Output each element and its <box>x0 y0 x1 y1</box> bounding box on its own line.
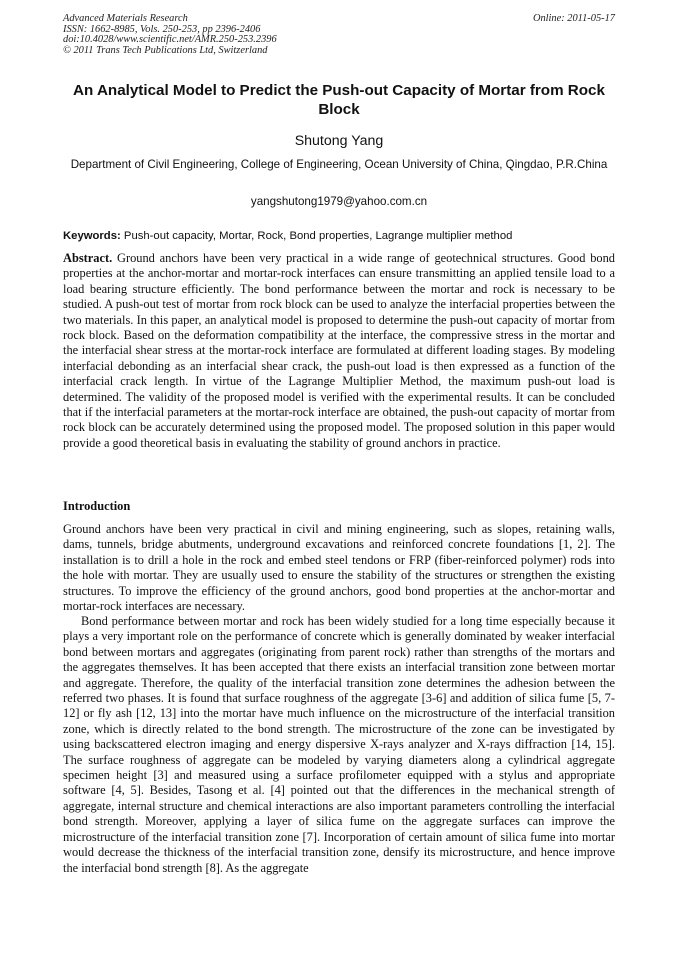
intro-paragraph-1: Ground anchors have been very practical in civil and mining engineering, such as slopes, retaining walls, dams, tunnels, bridge abutments, underground excavations and reinforced concrete foundations [1, 2]. The installation is to drill a hole in the rock and embed steel tendons or FRP (fiber-reinforced polymer) rods into the hole with mortar. They are usually used to ensure the stability of the structures or strengthen the existing structures. To improve the efficiency of the ground anchors, good bond properties at the anchor-mortar and mortar-rock interfaces are necessary. <box>63 522 615 614</box>
abstract <box>63 251 615 451</box>
journal-name: Advanced Materials Research <box>63 13 188 24</box>
paper-title: An Analytical Model to Predict the Push-out Capacity of Mortar from Rock Block <box>73 82 605 118</box>
introduction-heading: Introduction <box>63 499 131 513</box>
author-email: yangshutong1979@yahoo.com.cn <box>250 195 428 208</box>
online-date: Online: 2011-05-17 <box>532 13 615 24</box>
keywords-label: Keywords: <box>63 230 121 242</box>
journal-header <box>63 14 615 56</box>
intro-paragraph-2: Bond performance between mortar and rock has been widely studied for a long time especially because it plays a very important role on the performance of concrete which is generally dominated by weaker interfacial bond between mortars and aggregates (originating from parent rock) rather than strengths of the mortars and the aggregates themselves. It has been accepted that there exists an interfacial transition zone between mortar and aggregate. Therefore, the quality of the interfacial transition zone determines the adhesion between the referred two phases. It is found that surface roughness of the aggregate [3-6] and addition of silica fume [5, 7-12] or fly ash [12, 13] into the mortar have much influence on the microstructure of the interfacial transition zone, which is directly related to the bond strength. The microstructure of the zone can be investigated by using backscattered electron imaging and energy dispersive X-rays analyzer and X-rays diffraction [14, 15]. The surface roughness of aggregate can be modeled by varying diameters along a cylindrical aggregate specimen height [3] and measured using a surface profilometer equipped with a stylus and appropriate software [4, 5]. Besides, Tasong et al. [4] pointed out that the differences in the mechanical strength of aggregate, internal structure and chemical interactions are also important parameters controlling the interfacial bond strength. Moreover, applying a layer of silica fume on the aggregate surfaces can improve the microstructure of the interfacial transition zone [7]. Incorporation of certain amount of silica fume into mortar would decrease the thickness of the interfacial transition zone, densify its microstructure, and hence improve the interfacial bond strength [8]. As the aggregate <box>63 614 615 875</box>
journal-copyright: © 2011 Trans Tech Publications Ltd, Switzerland <box>63 44 268 56</box>
keywords-line <box>63 229 615 244</box>
paper-author: Shutong Yang <box>294 133 384 149</box>
journal-issn: ISSN: 1662-8985, Vols. 250-253, pp 2396-2406 <box>63 23 261 35</box>
author-affiliation: Department of Civil Engineering, College of Engineering, Ocean University of China, Qingdao, P.R.China <box>70 158 608 171</box>
abstract-label: Abstract. <box>63 251 113 265</box>
abstract-text: Ground anchors have been very practical in a wide range of geotechnical structures. Good bond properties at the anchor-mortar and mortar-rock interfaces can ensure transmitting an applied tensile load to a load bearing structure efficiently. The bond performance between the mortar and rock is necessary to be studied. A push-out test of mortar from rock block can be used to analyze the interfacial properties between the two materials. In this paper, an analytical model is proposed to determine the push-out capacity of mortar from rock block. Based on the deformation compatibility at the interface, the compressive stress in the mortar and the interfacial shear stress at the mortar-rock interface are formulated at different loading stages. By modeling interfacial debonding as an interfacial shear crack, the push-out load is then expressed as a function of the interfacial crack length. In virtue of the Lagrange Multiplier Method, the maximum push-out load is determined. The validity of the proposed model is verified with the experimental results. It can be concluded that if the interfacial parameters at the mortar-rock interface are obtained, the push-out capacity of mortar from rock block can be accurately determined using the proposed model. The proposed solution in this paper would provide a good theoretical basis in evaluating the stability of ground anchors in practice. <box>63 251 615 450</box>
journal-doi: doi:10.4028/www.scientific.net/AMR.250-253.2396 <box>63 34 277 46</box>
keywords-list: Push-out capacity, Mortar, Rock, Bond properties, Lagrange multiplier method <box>123 230 513 242</box>
